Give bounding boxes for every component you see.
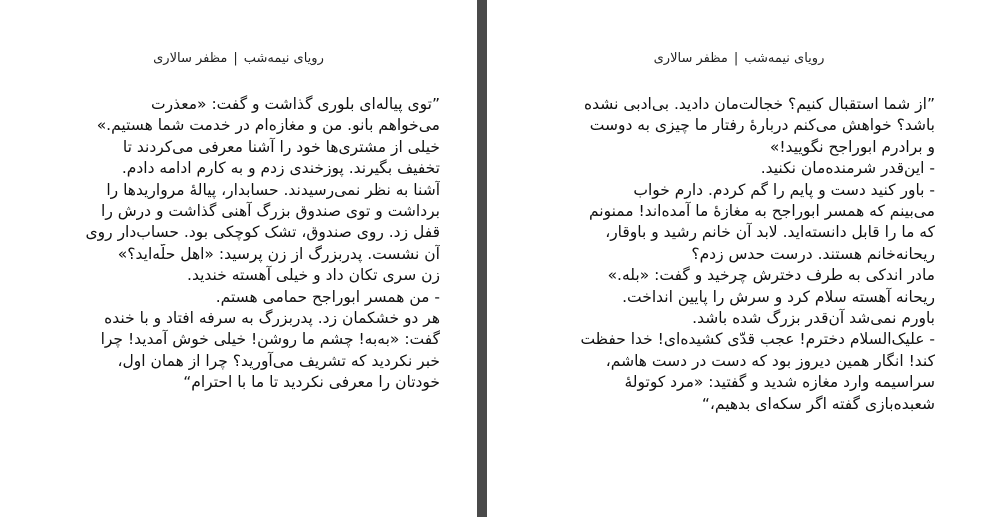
right-running-head bbox=[487, 51, 991, 66]
page-gutter bbox=[477, 0, 487, 517]
text-line: ریحانه آهسته سلام کرد و سرش را پایین انداخت. bbox=[622, 287, 935, 306]
left-running-head bbox=[0, 51, 477, 66]
text-line: قفل زد. روی صندوق، تشک کوچکی بود. حساب‌دار روی bbox=[85, 223, 440, 242]
text-line: باشد؟ خواهش می‌کنم دربارهٔ رفتار ما چیزی به دوست bbox=[589, 116, 935, 135]
text-line: شعبده‌بازی گفته اگر سکه‌ای بدهیم،“ bbox=[701, 394, 935, 413]
text-line: ”توی پیاله‌ای بلوری گذاشت و گفت: «معذرت bbox=[151, 95, 440, 113]
right-page bbox=[487, 0, 991, 517]
text-line: زن سری تکان داد و خیلی آهسته خندید. bbox=[187, 266, 440, 285]
text-line: باورم نمی‌شد آن‌قدر بزرگ شده باشد. bbox=[692, 309, 935, 328]
text-line: ریحانه‌خانم هستند. درست حدس زدم؟ bbox=[691, 244, 935, 263]
text-line: آن نشست. پدربزرگ از زن پرسید: «اهل حلّه‌اید؟» bbox=[117, 244, 440, 263]
left-book-title: رویای نیمه‌شب bbox=[243, 51, 324, 66]
text-line: و برادرم ابوراجح نگویید!» bbox=[769, 137, 935, 156]
left-author-name: مظفر سالاری bbox=[153, 51, 228, 66]
left-page bbox=[0, 0, 477, 517]
text-line: ”از شما استقبال کنیم؟ خجالت‌مان دادید. بی‌ادبی نشده bbox=[584, 95, 935, 113]
text-line: - این‌قدر شرمنده‌مان نکنید. bbox=[760, 159, 935, 178]
text-line: - من همسر ابوراجح حمامی هستم. bbox=[215, 287, 440, 306]
text-line: مادر اندکی به طرف دخترش چرخید و گفت: «بله.» bbox=[607, 266, 935, 285]
text-line: می‌بینم که همسر ابوراجح به مغازهٔ ما آمده‌اند! ممنونم bbox=[588, 202, 935, 221]
text-line: خیلی از مشتری‌ها خود را آشنا معرفی می‌کردند تا bbox=[122, 137, 440, 156]
text-line: آشنا به نظر نمی‌رسیدند. حسابدار، پیالهٔ مرواریدها را bbox=[106, 180, 440, 199]
text-line: کند! انگار همین دیروز بود که دست در دست هاشم، bbox=[605, 351, 935, 370]
text-line: خبر نکردید که تشریف می‌آورید؟ چرا از همان اول، bbox=[117, 351, 440, 370]
text-line: می‌خواهم بانو. من و مغازه‌ام در خدمت شما هستیم.» bbox=[96, 116, 440, 135]
text-line: گفت: «به‌به! چشم ما روشن! خیلی خوش آمدید! چرا bbox=[100, 330, 440, 349]
text-line: برداشت و توی صندوق بزرگ آهنی گذاشت و درش را bbox=[101, 202, 440, 221]
right-body-text bbox=[527, 94, 935, 415]
right-header-separator: | bbox=[733, 51, 739, 66]
left-header-separator: | bbox=[233, 51, 238, 66]
right-author-name: مظفر سالاری bbox=[653, 51, 728, 66]
right-book-title: رویای نیمه‌شب bbox=[744, 51, 825, 66]
text-line: هر دو خشکمان زد. پدربزرگ به سرفه افتاد و با خنده bbox=[104, 309, 440, 328]
text-line: - علیک‌السلام دخترم! عجب قدّی کشیده‌ای! خدا حفظت bbox=[580, 330, 935, 349]
text-line: خودتان را معرفی نکردید تا ما با احترام“ bbox=[183, 373, 440, 392]
left-body-text bbox=[30, 94, 440, 394]
text-line: سراسیمه وارد مغازه شدید و گفتید: «مرد کوتولهٔ bbox=[624, 373, 935, 392]
text-line: تخفیف بگیرند. پوزخندی زدم و به کارم ادامه دادم. bbox=[121, 159, 440, 178]
text-line: که ما را قابل دانسته‌اید. لابد آن خانم رشید و باوقار، bbox=[605, 223, 935, 242]
text-line: - باور کنید دست و پایم را گم کردم. دارم خواب bbox=[633, 180, 935, 199]
